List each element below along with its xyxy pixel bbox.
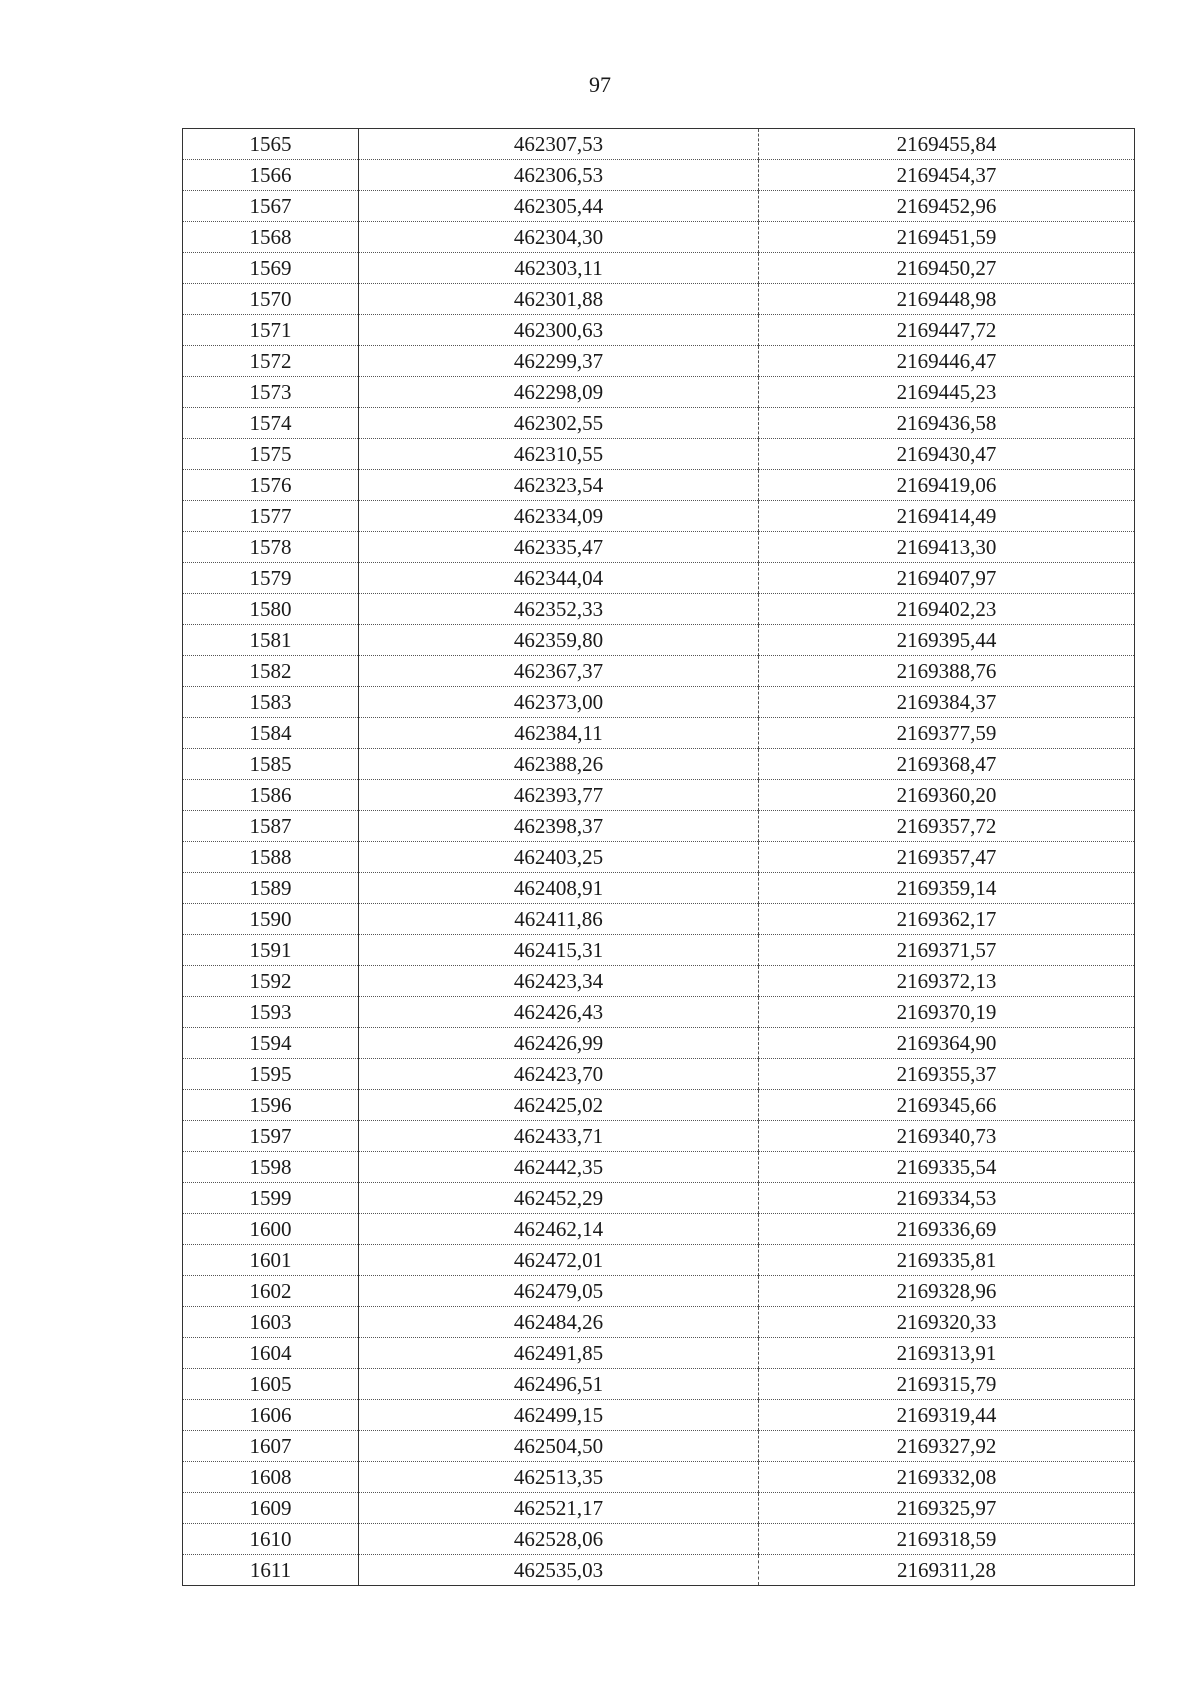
x-coordinate-cell: 462484,26 <box>359 1307 759 1338</box>
table-row <box>183 501 1135 532</box>
point-number-cell: 1565 <box>183 129 359 160</box>
table-row <box>183 315 1135 346</box>
point-number-cell: 1569 <box>183 253 359 284</box>
x-coordinate-cell: 462359,80 <box>359 625 759 656</box>
y-coordinate-cell: 2169318,59 <box>759 1524 1135 1555</box>
y-coordinate-cell: 2169332,08 <box>759 1462 1135 1493</box>
y-coordinate-cell: 2169328,96 <box>759 1276 1135 1307</box>
point-number-cell: 1604 <box>183 1338 359 1369</box>
table-row <box>183 1090 1135 1121</box>
point-number-cell: 1570 <box>183 284 359 315</box>
table-row <box>183 1121 1135 1152</box>
table-row <box>183 749 1135 780</box>
point-number-cell: 1596 <box>183 1090 359 1121</box>
y-coordinate-cell: 2169327,92 <box>759 1431 1135 1462</box>
point-number-cell: 1567 <box>183 191 359 222</box>
table-row <box>183 284 1135 315</box>
point-number-cell: 1599 <box>183 1183 359 1214</box>
point-number-cell: 1584 <box>183 718 359 749</box>
x-coordinate-cell: 462411,86 <box>359 904 759 935</box>
y-coordinate-cell: 2169447,72 <box>759 315 1135 346</box>
table-row <box>183 656 1135 687</box>
point-number-cell: 1587 <box>183 811 359 842</box>
y-coordinate-cell: 2169414,49 <box>759 501 1135 532</box>
x-coordinate-cell: 462299,37 <box>359 346 759 377</box>
point-number-cell: 1583 <box>183 687 359 718</box>
y-coordinate-cell: 2169402,23 <box>759 594 1135 625</box>
point-number-cell: 1580 <box>183 594 359 625</box>
y-coordinate-cell: 2169335,54 <box>759 1152 1135 1183</box>
table-row <box>183 1369 1135 1400</box>
point-number-cell: 1610 <box>183 1524 359 1555</box>
x-coordinate-cell: 462335,47 <box>359 532 759 563</box>
x-coordinate-cell: 462499,15 <box>359 1400 759 1431</box>
x-coordinate-cell: 462388,26 <box>359 749 759 780</box>
table-row <box>183 997 1135 1028</box>
x-coordinate-cell: 462442,35 <box>359 1152 759 1183</box>
point-number-cell: 1609 <box>183 1493 359 1524</box>
table-row <box>183 1524 1135 1555</box>
x-coordinate-cell: 462426,43 <box>359 997 759 1028</box>
point-number-cell: 1568 <box>183 222 359 253</box>
x-coordinate-cell: 462491,85 <box>359 1338 759 1369</box>
x-coordinate-cell: 462479,05 <box>359 1276 759 1307</box>
y-coordinate-cell: 2169311,28 <box>759 1555 1135 1586</box>
y-coordinate-cell: 2169436,58 <box>759 408 1135 439</box>
x-coordinate-cell: 462415,31 <box>359 935 759 966</box>
y-coordinate-cell: 2169446,47 <box>759 346 1135 377</box>
x-coordinate-cell: 462528,06 <box>359 1524 759 1555</box>
table-row <box>183 129 1135 160</box>
x-coordinate-cell: 462496,51 <box>359 1369 759 1400</box>
y-coordinate-cell: 2169320,33 <box>759 1307 1135 1338</box>
table-row <box>183 346 1135 377</box>
y-coordinate-cell: 2169454,37 <box>759 160 1135 191</box>
point-number-cell: 1593 <box>183 997 359 1028</box>
y-coordinate-cell: 2169368,47 <box>759 749 1135 780</box>
table-row <box>183 408 1135 439</box>
y-coordinate-cell: 2169388,76 <box>759 656 1135 687</box>
x-coordinate-cell: 462344,04 <box>359 563 759 594</box>
table-row <box>183 966 1135 997</box>
x-coordinate-cell: 462384,11 <box>359 718 759 749</box>
point-number-cell: 1572 <box>183 346 359 377</box>
point-number-cell: 1589 <box>183 873 359 904</box>
x-coordinate-cell: 462403,25 <box>359 842 759 873</box>
x-coordinate-cell: 462408,91 <box>359 873 759 904</box>
point-number-cell: 1586 <box>183 780 359 811</box>
x-coordinate-cell: 462307,53 <box>359 129 759 160</box>
table-row <box>183 594 1135 625</box>
y-coordinate-cell: 2169355,37 <box>759 1059 1135 1090</box>
x-coordinate-cell: 462301,88 <box>359 284 759 315</box>
table-row <box>183 191 1135 222</box>
y-coordinate-cell: 2169407,97 <box>759 563 1135 594</box>
y-coordinate-cell: 2169319,44 <box>759 1400 1135 1431</box>
y-coordinate-cell: 2169452,96 <box>759 191 1135 222</box>
y-coordinate-cell: 2169377,59 <box>759 718 1135 749</box>
point-number-cell: 1601 <box>183 1245 359 1276</box>
table-row <box>183 842 1135 873</box>
table-row <box>183 1276 1135 1307</box>
table-row <box>183 470 1135 501</box>
y-coordinate-cell: 2169357,47 <box>759 842 1135 873</box>
y-coordinate-cell: 2169371,57 <box>759 935 1135 966</box>
table-row <box>183 1400 1135 1431</box>
table-row <box>183 253 1135 284</box>
table-row <box>183 1338 1135 1369</box>
point-number-cell: 1606 <box>183 1400 359 1431</box>
table-row <box>183 780 1135 811</box>
y-coordinate-cell: 2169450,27 <box>759 253 1135 284</box>
coordinates-table <box>182 128 1135 1586</box>
point-number-cell: 1579 <box>183 563 359 594</box>
x-coordinate-cell: 462352,33 <box>359 594 759 625</box>
table-row <box>183 687 1135 718</box>
point-number-cell: 1600 <box>183 1214 359 1245</box>
table-row <box>183 935 1135 966</box>
y-coordinate-cell: 2169359,14 <box>759 873 1135 904</box>
x-coordinate-cell: 462521,17 <box>359 1493 759 1524</box>
x-coordinate-cell: 462423,34 <box>359 966 759 997</box>
point-number-cell: 1608 <box>183 1462 359 1493</box>
x-coordinate-cell: 462305,44 <box>359 191 759 222</box>
x-coordinate-cell: 462462,14 <box>359 1214 759 1245</box>
point-number-cell: 1588 <box>183 842 359 873</box>
page-number: 97 <box>589 72 611 97</box>
y-coordinate-cell: 2169315,79 <box>759 1369 1135 1400</box>
point-number-cell: 1607 <box>183 1431 359 1462</box>
point-number-cell: 1577 <box>183 501 359 532</box>
table-row <box>183 1152 1135 1183</box>
point-number-cell: 1578 <box>183 532 359 563</box>
x-coordinate-cell: 462504,50 <box>359 1431 759 1462</box>
point-number-cell: 1571 <box>183 315 359 346</box>
table-row <box>183 625 1135 656</box>
table-row <box>183 377 1135 408</box>
y-coordinate-cell: 2169313,91 <box>759 1338 1135 1369</box>
x-coordinate-cell: 462472,01 <box>359 1245 759 1276</box>
table-row <box>183 1462 1135 1493</box>
point-number-cell: 1592 <box>183 966 359 997</box>
table-row <box>183 811 1135 842</box>
point-number-cell: 1598 <box>183 1152 359 1183</box>
table-row <box>183 1431 1135 1462</box>
point-number-cell: 1605 <box>183 1369 359 1400</box>
point-number-cell: 1573 <box>183 377 359 408</box>
x-coordinate-cell: 462334,09 <box>359 501 759 532</box>
y-coordinate-cell: 2169430,47 <box>759 439 1135 470</box>
x-coordinate-cell: 462513,35 <box>359 1462 759 1493</box>
x-coordinate-cell: 462535,03 <box>359 1555 759 1586</box>
y-coordinate-cell: 2169372,13 <box>759 966 1135 997</box>
table-row <box>183 1493 1135 1524</box>
table-row <box>183 439 1135 470</box>
x-coordinate-cell: 462303,11 <box>359 253 759 284</box>
table-row <box>183 1028 1135 1059</box>
x-coordinate-cell: 462393,77 <box>359 780 759 811</box>
x-coordinate-cell: 462398,37 <box>359 811 759 842</box>
y-coordinate-cell: 2169325,97 <box>759 1493 1135 1524</box>
x-coordinate-cell: 462310,55 <box>359 439 759 470</box>
y-coordinate-cell: 2169413,30 <box>759 532 1135 563</box>
table-row <box>183 1245 1135 1276</box>
y-coordinate-cell: 2169364,90 <box>759 1028 1135 1059</box>
table-row <box>183 1307 1135 1338</box>
x-coordinate-cell: 462426,99 <box>359 1028 759 1059</box>
y-coordinate-cell: 2169455,84 <box>759 129 1135 160</box>
x-coordinate-cell: 462298,09 <box>359 377 759 408</box>
point-number-cell: 1590 <box>183 904 359 935</box>
table-row <box>183 718 1135 749</box>
table-row <box>183 532 1135 563</box>
y-coordinate-cell: 2169384,37 <box>759 687 1135 718</box>
x-coordinate-cell: 462302,55 <box>359 408 759 439</box>
table-row <box>183 563 1135 594</box>
point-number-cell: 1611 <box>183 1555 359 1586</box>
y-coordinate-cell: 2169345,66 <box>759 1090 1135 1121</box>
x-coordinate-cell: 462425,02 <box>359 1090 759 1121</box>
y-coordinate-cell: 2169357,72 <box>759 811 1135 842</box>
y-coordinate-cell: 2169448,98 <box>759 284 1135 315</box>
x-coordinate-cell: 462367,37 <box>359 656 759 687</box>
point-number-cell: 1597 <box>183 1121 359 1152</box>
point-number-cell: 1602 <box>183 1276 359 1307</box>
table-row <box>183 1183 1135 1214</box>
x-coordinate-cell: 462304,30 <box>359 222 759 253</box>
table-row <box>183 873 1135 904</box>
table-row <box>183 1214 1135 1245</box>
point-number-cell: 1582 <box>183 656 359 687</box>
point-number-cell: 1581 <box>183 625 359 656</box>
coordinates-table-body <box>183 129 1135 1586</box>
x-coordinate-cell: 462423,70 <box>359 1059 759 1090</box>
y-coordinate-cell: 2169419,06 <box>759 470 1135 501</box>
table-row <box>183 904 1135 935</box>
x-coordinate-cell: 462433,71 <box>359 1121 759 1152</box>
y-coordinate-cell: 2169445,23 <box>759 377 1135 408</box>
point-number-cell: 1576 <box>183 470 359 501</box>
point-number-cell: 1595 <box>183 1059 359 1090</box>
x-coordinate-cell: 462452,29 <box>359 1183 759 1214</box>
y-coordinate-cell: 2169362,17 <box>759 904 1135 935</box>
y-coordinate-cell: 2169451,59 <box>759 222 1135 253</box>
y-coordinate-cell: 2169370,19 <box>759 997 1135 1028</box>
x-coordinate-cell: 462323,54 <box>359 470 759 501</box>
y-coordinate-cell: 2169340,73 <box>759 1121 1135 1152</box>
x-coordinate-cell: 462300,63 <box>359 315 759 346</box>
x-coordinate-cell: 462373,00 <box>359 687 759 718</box>
point-number-cell: 1566 <box>183 160 359 191</box>
point-number-cell: 1594 <box>183 1028 359 1059</box>
y-coordinate-cell: 2169334,53 <box>759 1183 1135 1214</box>
y-coordinate-cell: 2169336,69 <box>759 1214 1135 1245</box>
table-row <box>183 222 1135 253</box>
y-coordinate-cell: 2169335,81 <box>759 1245 1135 1276</box>
point-number-cell: 1591 <box>183 935 359 966</box>
point-number-cell: 1603 <box>183 1307 359 1338</box>
table-row <box>183 1555 1135 1586</box>
point-number-cell: 1574 <box>183 408 359 439</box>
point-number-cell: 1575 <box>183 439 359 470</box>
table-row <box>183 160 1135 191</box>
point-number-cell: 1585 <box>183 749 359 780</box>
x-coordinate-cell: 462306,53 <box>359 160 759 191</box>
table-row <box>183 1059 1135 1090</box>
y-coordinate-cell: 2169360,20 <box>759 780 1135 811</box>
y-coordinate-cell: 2169395,44 <box>759 625 1135 656</box>
